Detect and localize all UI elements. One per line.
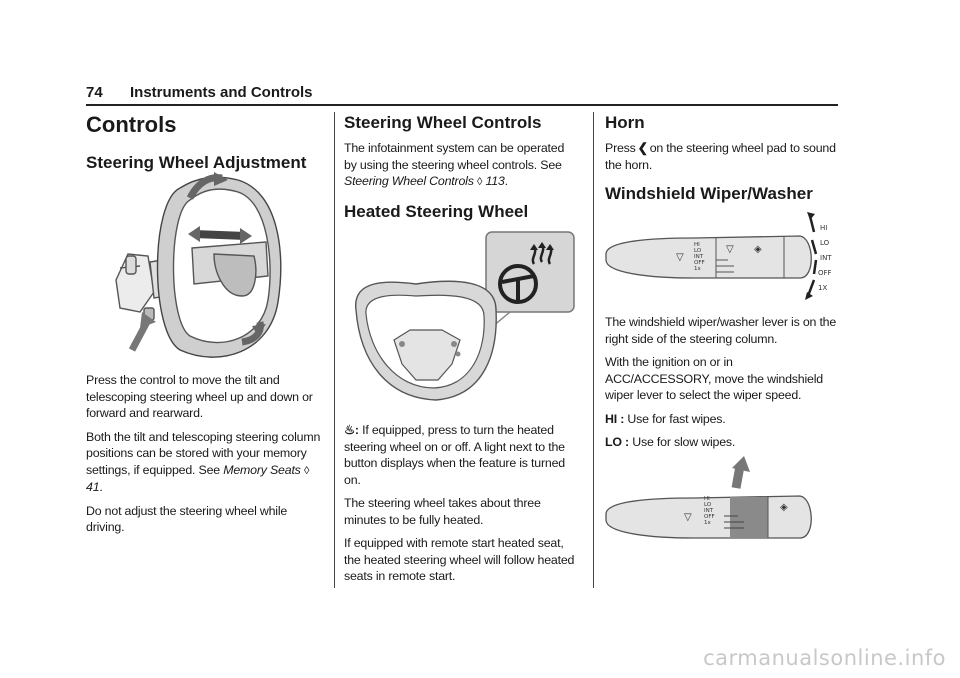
lever-label: LO [820, 239, 830, 247]
svg-text:1x: 1x [704, 520, 711, 526]
column-middle-body [344, 422, 580, 592]
adjust-paragraph: Press the control to move the tilt and telescoping steering wheel up and down or forward and rearward. [86, 373, 313, 420]
svg-text:LO: LO [694, 248, 702, 254]
column-divider [334, 112, 335, 588]
svg-text:OFF: OFF [704, 514, 715, 520]
ref-glyph-icon: ◊ [303, 464, 310, 477]
hi-paragraph: HI : Use for fast wipes. [605, 411, 726, 426]
lever-label: INT [820, 254, 832, 262]
memory-seats-link[interactable]: Memory Seats [223, 462, 301, 477]
steering-wheel-adjust-illustration [110, 172, 290, 364]
lever-label: OFF [818, 269, 832, 277]
memory-paragraph: Both the tilt and telescoping steering column positions can be stored with your memory settings, if equipped. See Memory Seats ◊ 41. [86, 429, 321, 494]
heated-wheel-heading: Heated Steering Wheel [344, 201, 529, 221]
svg-text:LO: LO [704, 502, 712, 508]
infotainment-paragraph: The infotainment system can be operated by using the steering wheel controls. See Steering Wheel Controls ◊ 113. [344, 141, 565, 188]
svg-text:▽: ▽ [676, 252, 684, 263]
lever-label: HI [820, 224, 828, 232]
wiper-lever-illustration [604, 208, 838, 300]
horn-heading: Horn [605, 113, 645, 132]
svg-text:▽: ▽ [684, 512, 692, 523]
lever-label: 1X [818, 284, 828, 292]
wiper-lever-lo-illustration [604, 452, 838, 552]
svg-text:INT: INT [704, 508, 714, 514]
warning-paragraph: Do not adjust the steering wheel while driving. [86, 503, 288, 534]
column-right [605, 112, 839, 205]
column-left-body [86, 372, 322, 543]
page-title: Controls [86, 112, 177, 137]
svg-text:▽: ▽ [726, 244, 734, 255]
column-right-body [605, 314, 839, 458]
heated-wheel-paragraph: ♨: If equipped, press to turn the heated steering wheel on or off. A light next to the button displays when the feature is turned on. [344, 423, 565, 487]
horn-icon: ❮ [637, 141, 648, 155]
svg-text:HI: HI [704, 496, 710, 502]
wiper-location-paragraph: The windshield wiper/washer lever is on the right side of the steering column. [605, 315, 837, 346]
heated-wheel-illustration [346, 230, 578, 414]
section-title: Instruments and Controls [130, 84, 313, 101]
page-number: 74 [86, 84, 103, 101]
heat-time-paragraph: The steering wheel takes about three minutes to be fully heated. [344, 496, 541, 527]
wiper-speed-paragraph: With the ignition on or in ACC/ACCESSORY, move the windshield wiper lever to select the wiper speed. [605, 355, 823, 402]
page-header [86, 84, 838, 106]
steering-controls-link[interactable]: Steering Wheel Controls [344, 174, 474, 188]
column-left [86, 112, 322, 174]
svg-text:OFF: OFF [694, 260, 705, 266]
svg-text:HI: HI [694, 242, 700, 248]
column-divider [593, 112, 594, 588]
svg-text:◈: ◈ [780, 502, 788, 513]
wiper-heading: Windshield Wiper/Washer [605, 184, 813, 203]
steering-controls-heading: Steering Wheel Controls [344, 113, 542, 132]
column-middle [344, 112, 580, 223]
remote-start-paragraph: If equipped with remote start heated seat, the heated steering wheel will follow heated seats in remote start. [344, 536, 575, 583]
svg-text:INT: INT [694, 254, 704, 260]
svg-text:1x: 1x [694, 266, 701, 272]
watermark: carmanualsonline.info [703, 646, 946, 670]
horn-paragraph: Press ❮ on the steering wheel pad to sound the horn. [605, 141, 836, 172]
heated-wheel-icon: ♨ [344, 423, 355, 437]
lo-paragraph: LO : Use for slow wipes. [605, 435, 736, 449]
steering-adjust-heading: Steering Wheel Adjustment [86, 153, 307, 172]
svg-text:◈: ◈ [754, 244, 762, 255]
